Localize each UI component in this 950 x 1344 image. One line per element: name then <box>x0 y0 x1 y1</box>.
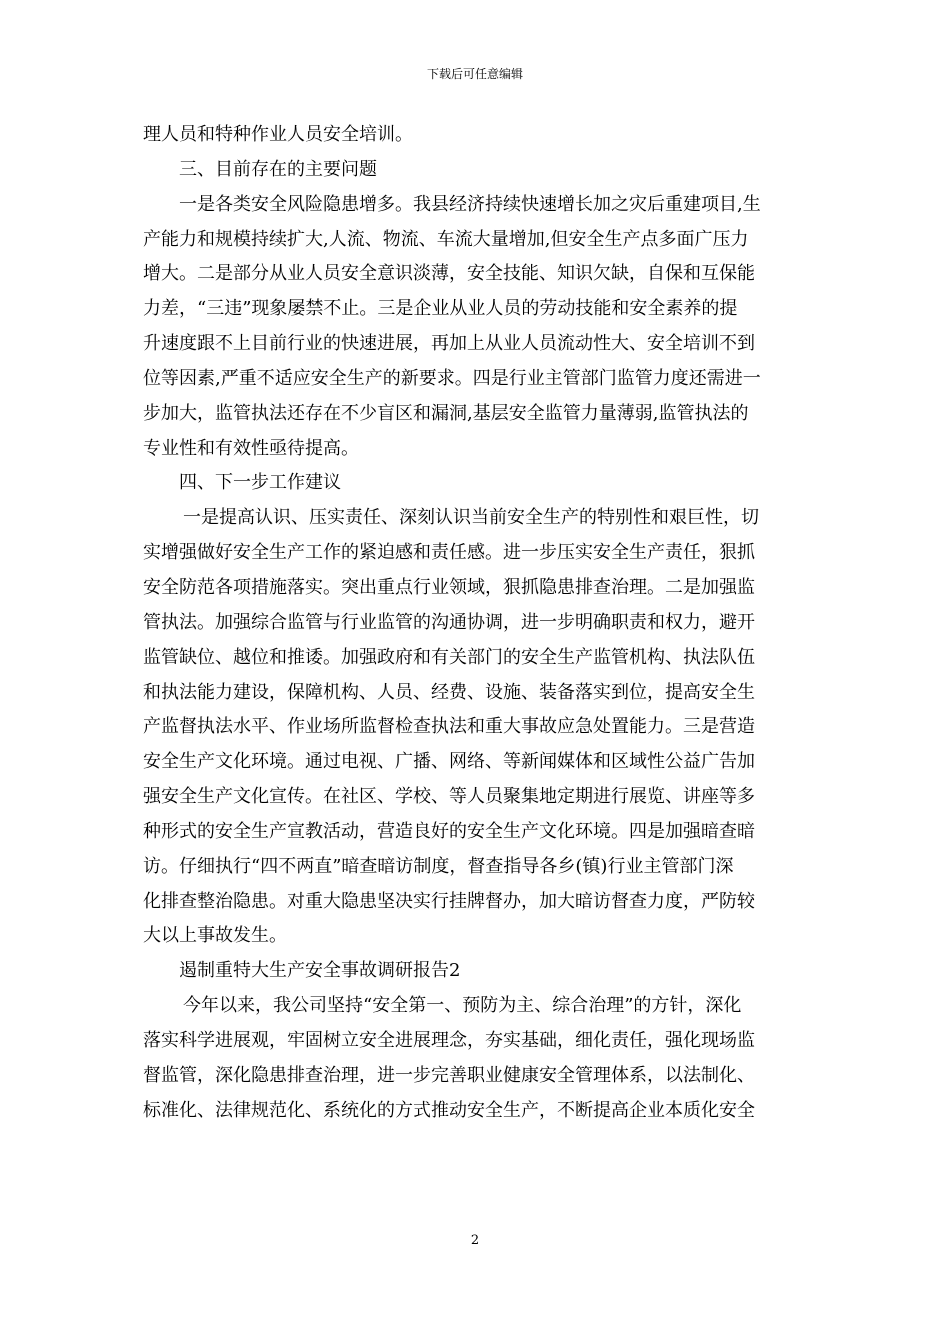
text-line: 化排查整治隐患。对重大隐患坚决实行挂牌督办，加大暗访督查力度，严防较 <box>143 890 755 912</box>
text-line: 强安全生产文化宣传。在社区、学校、等人员聚集地定期进行展览、讲座等多 <box>143 786 755 808</box>
text-line: 力差，“三违”现象屡禁不止。三是企业从业人员的劳动技能和安全素养的提 <box>143 298 738 320</box>
text-line: 实增强做好安全生产工作的紧迫感和责任感。进一步压实安全生产责任，狠抓 <box>143 542 755 564</box>
text-line: 今年以来，我公司坚持“安全第一、预防为主、综合治理”的方针，深化 <box>183 995 742 1017</box>
document-body <box>143 118 807 1128</box>
text-line: 访。仔细执行“四不两直”暗查暗访制度，督查指导各乡(镇)行业主管部门深 <box>143 855 734 877</box>
text-line: 一是各类安全风险隐患增多。我县经济持续快速增长加之灾后重建项目,生 <box>179 193 761 215</box>
text-line: 标准化、法律规范化、系统化的方式推动安全生产，不断提高企业本质化安全 <box>143 1099 755 1121</box>
text-line: 落实科学进展观，牢固树立安全进展理念，夯实基础，细化责任，强化现场监 <box>143 1029 755 1051</box>
text-line: 大以上事故发生。 <box>143 925 287 947</box>
text-line: 管执法。加强综合监管与行业监管的沟通协调，进一步明确职责和权力，避开 <box>143 611 755 633</box>
text-line: 督监管，深化隐患排查治理，进一步完善职业健康安全管理体系，以法制化、 <box>143 1064 755 1086</box>
text-line: 位等因素,严重不适应安全生产的新要求。四是行业主管部门监管力度还需进一 <box>143 367 761 389</box>
text-line: 步加大，监管执法还存在不少盲区和漏洞,基层安全监管力量薄弱,监管执法的 <box>143 402 749 424</box>
text-line: 升速度跟不上目前行业的快速进展，再加上从业人员流动性大、安全培训不到 <box>143 333 755 355</box>
text-line: 监管缺位、越位和推诿。加强政府和有关部门的安全生产监管机构、执法队伍 <box>143 646 755 668</box>
page-number: 2 <box>470 1233 480 1248</box>
text-line: 安全生产文化环境。通过电视、广播、网络、等新闻媒体和区域性公益广告加 <box>143 751 755 773</box>
text-line: 遏制重特大生产安全事故调研报告2 <box>179 960 461 982</box>
page-header: 下载后可任意编辑 <box>426 67 523 81</box>
text-line: 专业性和有效性亟待提高。 <box>143 437 359 459</box>
text-line: 和执法能力建设，保障机构、人员、经费、设施、装备落实到位，提高安全生 <box>143 681 755 703</box>
text-line: 三、目前存在的主要问题 <box>179 158 377 180</box>
text-line: 理人员和特种作业人员安全培训。 <box>143 124 413 145</box>
text-line: 安全防范各项措施落实。突出重点行业领域，狠抓隐患排查治理。二是加强监 <box>143 576 755 598</box>
text-line: 产监督执法水平、作业场所监督检查执法和重大事故应急处置能力。三是营造 <box>143 716 755 738</box>
text-line: 一是提高认识、压实责任、深刻认识当前安全生产的特别性和艰巨性，切 <box>183 507 759 529</box>
text-line: 增大。二是部分从业人员安全意识淡薄，安全技能、知识欠缺，自保和互保能 <box>143 263 755 285</box>
text-line: 产能力和规模持续扩大,人流、物流、车流大量增加,但安全生产点多面广压力 <box>143 228 749 250</box>
text-line: 种形式的安全生产宣教活动，营造良好的安全生产文化环境。四是加强暗查暗 <box>143 820 755 842</box>
text-line: 四、下一步工作建议 <box>179 472 341 494</box>
